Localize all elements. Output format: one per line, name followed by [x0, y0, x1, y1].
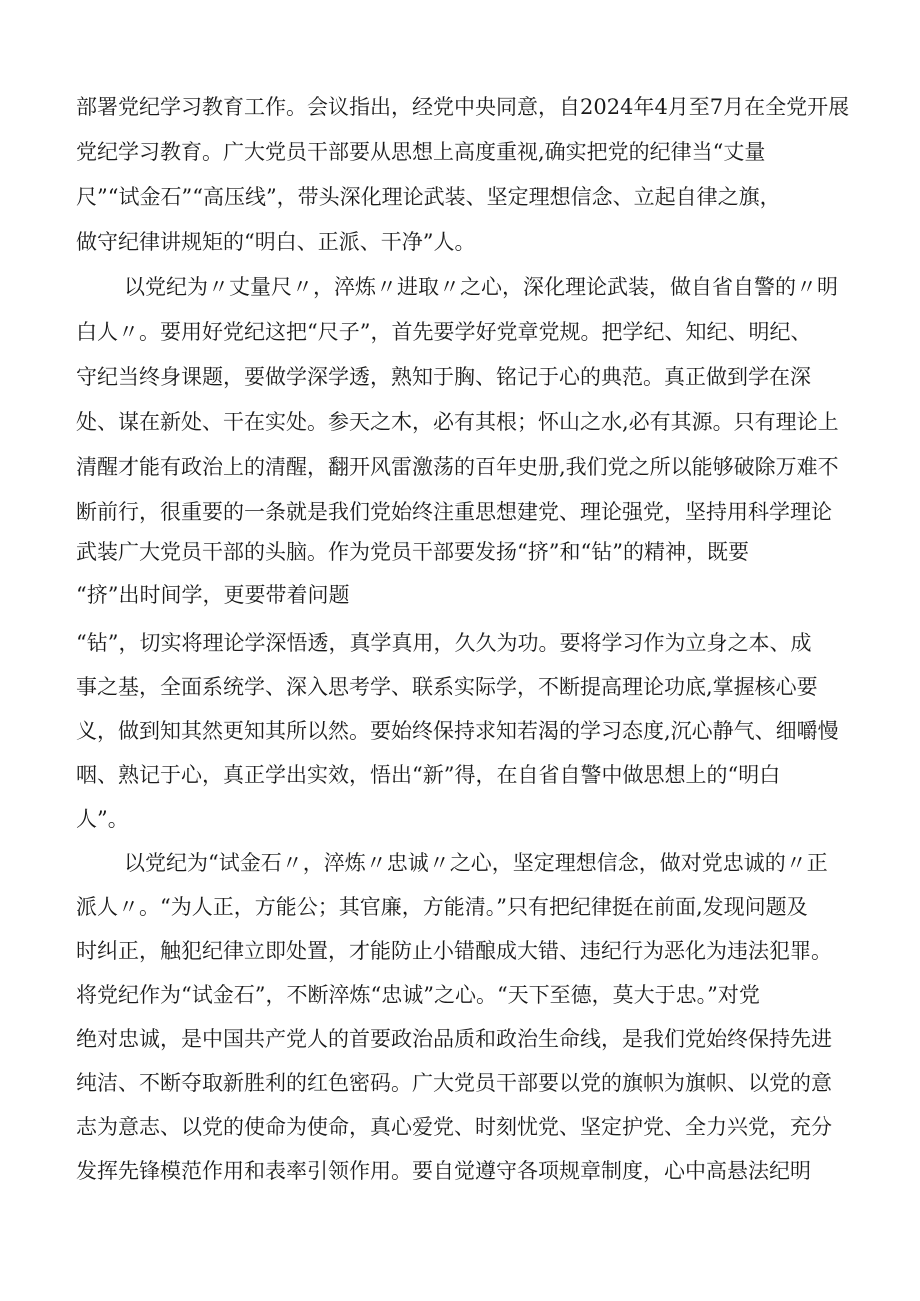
text-line: 时纠正，触犯纪律立即处置，才能防止小错酿成大错、违纪行为恶化为违法犯罪。 [76, 939, 832, 963]
text-line: 处、谋在新处、干在实处。参天之木，必有其根；怀山之水,必有其源。只有理论上 [76, 410, 839, 434]
text-line: 守纪当终身课题，要做学深学透，熟知于胸、铭记于心的典范。真正做到学在深 [76, 365, 811, 389]
text-line: 尺”“试金石”“高压线”，带头深化理论武装、坚定理想信念、立起自律之旗， [76, 185, 781, 209]
text-line: 绝对忠诚，是中国共产党人的首要政治品质和政治生命线，是我们党始终保持先进 [76, 1027, 832, 1051]
text-line: 义，做到知其然更知其所以然。要始终保持求知若渴的学习态度,沉心静气、细嚼慢 [76, 719, 839, 743]
text-line: 部署党纪学习教育工作。会议指出，经党中央同意，自2024年4月至7月在全党开展 [76, 95, 850, 119]
text-line: 将党纪作为“试金石”，不断淬炼“忠诚”之心。“天下至德，莫大于忠。”对党 [76, 983, 760, 1007]
text-line: 志为意志、以党的使命为使命，真心爱党、时刻忧党、坚定护党、全力兴党，充分 [76, 1115, 832, 1139]
text-line: 做守纪律讲规矩的“明白、正派、干净”人。 [76, 230, 476, 254]
text-line: 断前行，很重要的一条就是我们党始终注重思想建党、理论强党，坚持用科学理论 [76, 500, 832, 524]
text-line: 咽、熟记于心，真正学出实效，悟出“新”得，在自省自警中做思想上的“明白 [76, 763, 781, 787]
text-line: 党纪学习教育。广大党员干部要从思想上高度重视,确实把党的纪律当“丈量 [76, 140, 766, 164]
text-line: “挤”出时间学，更要带着问题 [76, 583, 350, 607]
text-line: 人”。 [76, 807, 129, 831]
text-line: 武装广大党员干部的头脑。作为党员干部要发扬“挤”和“钻”的精神，既要 [76, 540, 749, 564]
text-line: 发挥先锋模范作用和表率引领作用。要自觉遵守各项规章制度，心中高悬法纪明 [76, 1159, 811, 1183]
text-line: 纯洁、不断夺取新胜利的红色密码。广大党员干部要以党的旗帜为旗帜、以党的意 [76, 1071, 832, 1095]
text-line: “钻”，切实将理论学深悟透，真学真用，久久为功。要将学习作为立身之本、成 [76, 631, 812, 655]
text-line: 事之基，全面系统学、深入思考学、联系实际学，不断提高理论功底,掌握核心要 [76, 675, 818, 699]
text-line: 以党纪为“试金石〃，淬炼〃忠诚〃之心，坚定理想信念，做对党忠诚的〃正 [124, 851, 828, 875]
text-line: 派人〃。“为人正，方能公；其官廉，方能清。”只有把纪律挺在前面,发现问题及 [76, 895, 808, 919]
text-line: 白人〃。要用好党纪这把“尺子”，首先要学好党章党规。把学纪、知纪、明纪、 [76, 320, 812, 344]
text-line: 清醒才能有政治上的清醒，翻开风雷激荡的百年史册,我们党之所以能够破除万难不 [76, 455, 839, 479]
text-line: 以党纪为〃丈量尺〃，淬炼〃进取〃之心，深化理论武装，做自省自警的〃明 [124, 275, 838, 299]
